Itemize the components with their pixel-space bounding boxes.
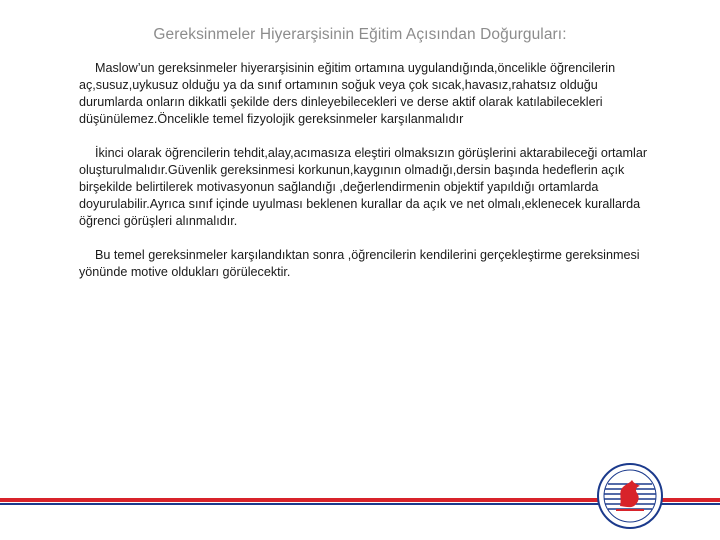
university-seal-icon [596,462,664,530]
slide-title: Gereksinmeler Hiyerarşisinin Eğitim Açısından Doğurguları: [153,26,567,43]
paragraph-safety-needs: İkinci olarak öğrencilerin tehdit,alay,acımasıza eleştiri olmaksızın görüşlerini aktarabileceği ortamlar oluşturulmalıdır.Güvenlik gereksinmesi korkunun,kaygının olmadığı,dersin başında hedeflerin açık birşekilde belirtilerek motivasyonun sağlandığı ,değerlendirmenin objektif yapıldığı ortamlarda doyurulabilir.Ayrıca sınıf içinde uyulması beklenen kurallar da açık ve net olmalı,eklenecek kurallarda öğrenci görüşleri alınmalıdır. [79,146,648,228]
paragraph-self-actualization: Bu temel gereksinmeler karşılandıktan sonra ,öğrencilerin kendilerini gerçekleştirme gereksinmesi yönünde motive oldukları görülecektir. [79,248,640,279]
paragraph-physiological-needs: Maslow’un gereksinmeler hiyerarşisinin eğitim ortamına uygulandığında,öncelikle öğrencilerin aç,susuz,uykusuz olduğu ya da sınıf ortamının soğuk veya çok sıcak,havasız,rahatsız olduğu durumlarda onların dikkatli şekilde ders dinleyebilecekleri ve derse aktif olarak katılabilecekleri düşünülemez.Öncelikle temel fizyolojik gereksinmeler karşılanmalıdır [79,61,616,126]
slide-body [79,60,651,298]
